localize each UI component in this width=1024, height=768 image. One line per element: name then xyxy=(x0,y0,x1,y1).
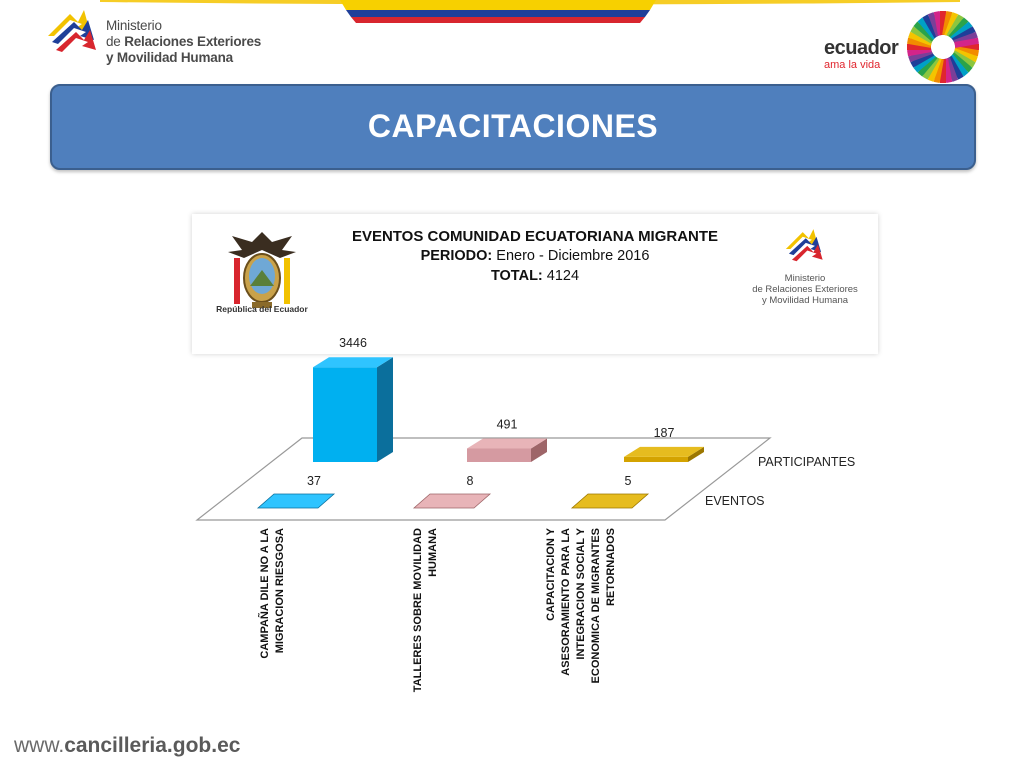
footer-url[interactable]: www.cancilleria.gob.ec xyxy=(14,734,241,757)
chart-title: EVENTOS COMUNIDAD ECUATORIANA MIGRANTE xyxy=(351,228,719,245)
mini-ministry-line1: Ministerio xyxy=(784,273,826,284)
category-label-3-line-3: INTEGRACION SOCIAL Y xyxy=(575,528,587,660)
participantes-value-label-2: 491 xyxy=(496,417,518,432)
category-label-3-line-4: ECONOMICA DE MIGRANTES xyxy=(590,528,602,684)
eventos-value-label-3: 5 xyxy=(624,474,632,488)
category-label-3-line-1: CAPACITACION Y xyxy=(545,528,557,621)
category-label-3-line-5: RETORNADOS xyxy=(605,528,617,607)
category-label-1-line-2: MIGRACION RIESGOSA xyxy=(274,528,286,654)
participantes-value-label-3: 187 xyxy=(653,425,675,440)
category-label-2-line-1: TALLERES SOBRE MOVILIDAD xyxy=(412,528,424,693)
participantes-bar-3-front xyxy=(624,457,688,462)
series-label-participantes: PARTICIPANTES xyxy=(758,455,856,469)
participantes-bar-1-side xyxy=(377,357,393,462)
participantes-value-label-1: 3446 xyxy=(339,336,367,351)
mini-ministry-line3: y Movilidad Humana xyxy=(761,295,849,306)
category-label-1-line-1: CAMPAÑA DILE NO A LA xyxy=(259,528,271,659)
participantes-bar-2-front xyxy=(467,448,531,462)
eventos-value-label-1: 37 xyxy=(307,474,321,488)
series-label-eventos: EVENTOS xyxy=(705,494,765,508)
period-line: PERIODO: Enero - Diciembre 2016 xyxy=(420,248,650,264)
category-label-2-line-2: HUMANA xyxy=(427,528,439,577)
ministry-line3: y Movilidad Humana xyxy=(106,50,233,65)
ecuador-tagline: ama la vida xyxy=(824,59,881,71)
total-line: TOTAL: 4124 xyxy=(490,268,580,284)
republic-label: República del Ecuador xyxy=(216,304,308,314)
mini-ministry-line2: de Relaciones Exteriores xyxy=(752,284,858,295)
ministry-line2: de Relaciones Exteriores xyxy=(106,34,262,49)
eventos-value-label-2: 8 xyxy=(466,474,474,488)
category-label-3-line-2: ASESORAMIENTO PARA LA xyxy=(560,528,572,676)
participantes-bar-1-front xyxy=(313,367,377,462)
ecuador-word: ecuador xyxy=(824,37,899,59)
banner-title: CAPACITACIONES xyxy=(367,108,659,144)
ministry-line1: Ministerio xyxy=(106,18,162,33)
